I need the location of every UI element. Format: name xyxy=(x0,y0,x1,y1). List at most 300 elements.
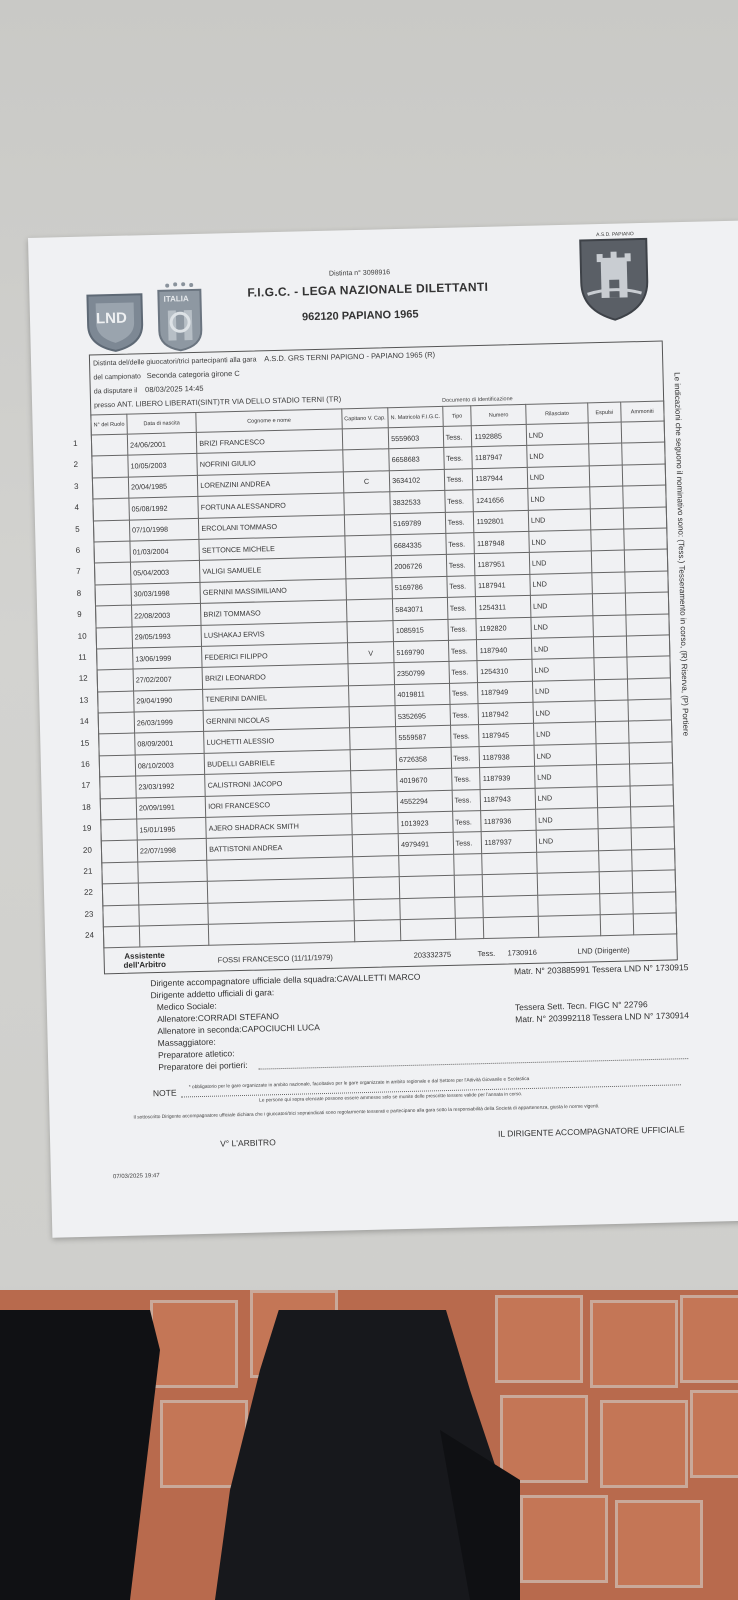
cell-num xyxy=(94,541,130,563)
cell-name: BUDELLI GABRIELE xyxy=(204,750,350,775)
row-number: 5 xyxy=(75,524,80,534)
cell-espulsi xyxy=(590,508,623,530)
cell-rilasciato: LND xyxy=(529,530,592,553)
cell-captain xyxy=(346,599,393,622)
roster-body xyxy=(91,421,676,948)
print-timestamp: 07/03/2025 19:47 xyxy=(112,1173,160,1181)
cell-tipo: Tess. xyxy=(450,704,479,726)
cell-dob xyxy=(139,903,209,926)
cell-espulsi xyxy=(597,786,630,808)
cell-espulsi xyxy=(591,529,624,551)
cell-dob: 22/08/2003 xyxy=(131,604,201,627)
cell-matricola: 6726358 xyxy=(396,747,451,770)
header-dob: Data di nascita xyxy=(127,412,197,434)
cell-numero: 1192801 xyxy=(474,510,529,533)
header-espulsi: Espulsi xyxy=(588,402,621,423)
cell-captain xyxy=(345,535,392,558)
cell-espulsi xyxy=(595,679,628,701)
cell-espulsi xyxy=(596,743,629,765)
roster-table xyxy=(90,401,677,949)
cell-rilasciato: LND xyxy=(532,658,595,681)
cell-captain: V xyxy=(347,642,394,665)
cell-tipo: Tess. xyxy=(453,832,482,854)
cell-ammoniti xyxy=(621,421,665,443)
cell-tipo: Tess. xyxy=(446,554,475,576)
cell-tipo xyxy=(455,918,484,940)
cell-espulsi xyxy=(588,422,621,444)
cell-captain xyxy=(346,577,393,600)
cell-matricola: 4019811 xyxy=(395,683,450,706)
row-number: 11 xyxy=(78,652,87,662)
assistant-numero: 1730916 xyxy=(507,947,537,958)
row-number: 4 xyxy=(74,503,80,513)
cell-num xyxy=(91,434,127,456)
row-number: 23 xyxy=(84,909,94,919)
lnd-logo-text: LND xyxy=(95,309,128,328)
cell-rilasciato: LND xyxy=(528,508,591,531)
cell-numero: 1187941 xyxy=(475,574,530,597)
cell-captain xyxy=(342,428,389,451)
cell-name: BRIZI FRANCESCO xyxy=(197,429,343,454)
side-note-vertical: Le indicazioni che seguono il nominativo sono: (Tess.) Tesseramento in corso, (R) Riserva, (P) Portiere xyxy=(672,372,691,737)
cell-matricola: 5559587 xyxy=(396,726,451,749)
cell-ammoniti xyxy=(631,849,675,871)
row-number: 24 xyxy=(84,930,95,941)
cell-espulsi xyxy=(593,593,626,615)
cell-numero: 1241656 xyxy=(473,489,528,512)
cell-matricola: 5169790 xyxy=(394,640,449,663)
cell-matricola: 4552294 xyxy=(397,790,452,813)
cell-captain xyxy=(352,855,399,878)
cell-captain xyxy=(351,813,398,836)
cell-captain xyxy=(344,492,391,515)
cell-ammoniti xyxy=(622,464,666,486)
note-label: NOTE xyxy=(152,1087,177,1099)
cell-dob: 07/10/1998 xyxy=(129,518,199,541)
cell-rilasciato: LND xyxy=(536,829,599,852)
row-number: 7 xyxy=(76,567,81,577)
row-number: 22 xyxy=(83,888,94,898)
cell-ammoniti xyxy=(623,507,667,529)
cell-dob: 08/10/2003 xyxy=(135,753,205,776)
match-label-4: presso xyxy=(94,401,116,410)
cell-ammoniti xyxy=(629,742,673,764)
row-number: 19 xyxy=(82,823,92,834)
match-label-2: del campionato xyxy=(93,373,141,382)
cell-dob: 24/06/2001 xyxy=(127,432,197,455)
cell-tipo: Tess. xyxy=(443,447,472,469)
cell-numero: 1187940 xyxy=(477,638,532,661)
cell-dob: 22/07/1998 xyxy=(137,839,207,862)
row-number: 12 xyxy=(78,674,88,684)
cell-captain xyxy=(348,663,395,686)
cell-matricola: 3832533 xyxy=(390,491,445,514)
cell-numero: 1187948 xyxy=(474,531,529,554)
row-number: 15 xyxy=(80,738,90,748)
cell-ammoniti xyxy=(624,571,668,593)
header-tipo: Tipo xyxy=(442,406,471,427)
cell-ammoniti xyxy=(633,913,677,935)
cell-dob: 27/02/2007 xyxy=(133,668,203,691)
row-number: 18 xyxy=(81,802,91,812)
header-num: N° del Ruolo xyxy=(91,414,127,435)
cell-ammoniti xyxy=(621,442,665,464)
header-rilasciato: Rilasciato xyxy=(526,403,589,425)
cell-matricola: 5559603 xyxy=(388,426,443,449)
team-title: 962120 PAPIANO 1965 xyxy=(301,308,419,324)
cell-rilasciato: LND xyxy=(535,786,598,809)
club-crest xyxy=(578,231,650,323)
header-ammoniti: Ammoniti xyxy=(620,401,664,422)
legs-photo xyxy=(0,1310,738,1600)
cell-tipo: Tess. xyxy=(445,533,474,555)
cell-captain xyxy=(344,513,391,536)
cell-num xyxy=(97,669,133,691)
cell-ammoniti xyxy=(626,635,670,657)
cell-num xyxy=(103,926,139,948)
cell-captain xyxy=(350,749,397,772)
cell-tipo: Tess. xyxy=(447,597,476,619)
row-number: 17 xyxy=(81,781,91,791)
cell-rilasciato: LND xyxy=(528,487,591,510)
cell-tipo: Tess. xyxy=(451,746,480,768)
cell-captain xyxy=(347,620,394,643)
row-number: 13 xyxy=(79,695,89,705)
cell-num xyxy=(95,584,131,606)
italia-logo-text: ITALIA xyxy=(163,294,189,304)
cell-dob xyxy=(138,860,208,883)
cell-numero: 1187942 xyxy=(478,702,533,725)
cell-num xyxy=(102,883,138,905)
cell-matricola: 1013923 xyxy=(398,811,453,834)
cell-rilasciato: LND xyxy=(532,679,595,702)
cell-name: FORTUNA ALESSANDRO xyxy=(198,493,344,518)
dirigente-line: Dirigente accompagnatore ufficiale della squadra:CAVALLETTI MARCO xyxy=(150,971,421,989)
cell-rilasciato: LND xyxy=(534,765,597,788)
cell-ammoniti xyxy=(625,592,669,614)
cell-espulsi xyxy=(590,486,623,508)
cell-num xyxy=(96,627,132,649)
medico-line: Medico Sociale: xyxy=(156,1000,217,1013)
cell-tipo: Tess. xyxy=(449,682,478,704)
cell-matricola: 4019670 xyxy=(397,769,452,792)
cell-num xyxy=(96,605,132,627)
cell-num xyxy=(99,755,135,777)
cell-num xyxy=(101,840,137,862)
cell-rilasciato xyxy=(538,915,601,938)
row-number: 20 xyxy=(82,845,92,855)
cell-name: VALIGI SAMUELE xyxy=(200,557,346,582)
cell-captain xyxy=(348,684,395,707)
cell-espulsi xyxy=(599,871,632,893)
dirigente-signature-label: IL DIRIGENTE ACCOMPAGNATORE UFFICIALE xyxy=(497,1124,685,1139)
cell-matricola: 2350799 xyxy=(394,662,449,685)
cell-num xyxy=(103,905,139,927)
cell-ammoniti xyxy=(631,827,675,849)
cell-ammoniti xyxy=(624,549,668,571)
cell-name: LUCHETTI ALESSIO xyxy=(204,728,350,753)
cell-ammoniti xyxy=(629,763,673,785)
cell-rilasciato: LND xyxy=(533,722,596,745)
cell-matricola: 2006726 xyxy=(392,555,447,578)
assistant-tipo: Tess. xyxy=(477,948,496,959)
cell-numero: 1187951 xyxy=(475,553,530,576)
cell-name: GERNINI MASSIMILIANO xyxy=(200,579,346,604)
cell-tipo: Tess. xyxy=(452,789,481,811)
cell-captain xyxy=(354,920,401,943)
cell-rilasciato xyxy=(537,851,600,874)
cell-ammoniti xyxy=(628,720,672,742)
cell-numero xyxy=(483,873,538,896)
cell-rilasciato: LND xyxy=(531,615,594,638)
cell-ammoniti xyxy=(630,806,674,828)
cell-dob: 10/05/2003 xyxy=(128,454,198,477)
cell-espulsi xyxy=(597,764,630,786)
cell-espulsi xyxy=(594,636,627,658)
cell-ammoniti xyxy=(630,785,674,807)
cell-num xyxy=(98,712,134,734)
cell-numero: 1192885 xyxy=(472,424,527,447)
cell-matricola: 5169786 xyxy=(392,576,447,599)
row-number: 2 xyxy=(73,460,79,470)
cell-captain xyxy=(354,898,401,921)
cell-name: ERCOLANI TOMMASO xyxy=(199,514,345,539)
cell-num xyxy=(94,562,130,584)
cell-num xyxy=(99,734,135,756)
dirigente-matricola: Matr. N° 203885991 Tessera LND N° 1730915 xyxy=(513,962,689,977)
match-sheet-paper xyxy=(28,221,738,1238)
cell-num xyxy=(93,498,129,520)
cell-name xyxy=(209,921,355,946)
cell-name: AJERO SHADRACK SMITH xyxy=(206,814,352,839)
cell-rilasciato: LND xyxy=(527,466,590,489)
match-label-1: Distinta del/delle giuocatori/trici partecipanti alla gara xyxy=(93,356,257,368)
obbligatorio-note: * obbligatorio per le gare organizzate in ambito nazionale, facoltativo per le gare organizzate in ambito regionale e dal Settore per l'Attività Giovanile e Scolastica xyxy=(188,1077,530,1091)
cell-captain: C xyxy=(343,471,390,494)
assistant-name: FOSSI FRANCESCO (11/11/1979) xyxy=(217,952,333,965)
assistant-rilasciato: LND (Dirigente) xyxy=(577,945,630,956)
cell-tipo xyxy=(453,853,482,875)
row-number: 8 xyxy=(76,588,82,598)
cell-num xyxy=(92,456,128,478)
cell-num xyxy=(102,862,138,884)
cell-dob: 13/06/1999 xyxy=(132,646,202,669)
cell-numero: 1254311 xyxy=(476,595,531,618)
header-matricola: N. Matricola F.I.G.C. xyxy=(388,406,443,427)
cell-rilasciato: LND xyxy=(531,637,594,660)
cell-numero: 1187943 xyxy=(481,788,536,811)
match-datetime: 08/03/2025 14:45 xyxy=(145,383,204,395)
cell-ammoniti xyxy=(628,699,672,721)
cell-rilasciato: LND xyxy=(526,423,589,446)
cell-captain xyxy=(353,877,400,900)
cell-tipo: Tess. xyxy=(447,575,476,597)
cell-num xyxy=(101,819,137,841)
persone-note: Le persone qui sopra elencate possono essere ammesse solo se munite delle prescritte tessere valide per l'annata in corso. xyxy=(259,1092,523,1104)
cell-rilasciato: LND xyxy=(529,551,592,574)
match-label-3: da disputare il xyxy=(93,387,138,396)
cell-matricola: 5169789 xyxy=(390,512,445,535)
cell-numero: 1187949 xyxy=(478,681,533,704)
cell-dob: 26/03/1999 xyxy=(134,710,204,733)
cell-numero xyxy=(482,852,537,875)
cell-espulsi xyxy=(596,721,629,743)
cell-rilasciato: LND xyxy=(530,573,593,596)
cell-rilasciato: LND xyxy=(527,444,590,467)
cell-numero: 1187937 xyxy=(482,831,537,854)
allenatore-line: Allenatore:CORRADI STEFANO xyxy=(156,1011,280,1025)
cell-name: GERNINI NICOLAS xyxy=(203,707,349,732)
cell-dob: 30/03/1998 xyxy=(131,582,201,605)
cell-dob xyxy=(139,924,209,947)
cell-numero xyxy=(483,895,538,918)
cell-name: TENERINI DANIEL xyxy=(203,685,349,710)
cell-numero: 1187947 xyxy=(472,446,527,469)
assistant-label: Assistente dell'Arbitro xyxy=(123,950,167,970)
cell-matricola: 5843071 xyxy=(393,597,448,620)
cell-matricola: 3634102 xyxy=(389,469,444,492)
cell-dob: 29/04/1990 xyxy=(134,689,204,712)
cell-num xyxy=(97,648,133,670)
italia-logo xyxy=(155,280,205,353)
cell-tipo xyxy=(454,896,483,918)
cell-captain xyxy=(345,556,392,579)
cell-dob: 15/01/1995 xyxy=(137,817,207,840)
cell-dob: 05/08/1992 xyxy=(129,497,199,520)
note-divider xyxy=(258,1058,688,1070)
assistant-matricola: 203332375 xyxy=(413,949,452,960)
club-crest-label: A.S.D. PAPIANO xyxy=(596,231,634,239)
cell-name: BATTISTONI ANDREA xyxy=(206,835,352,860)
cell-name: NOFRINI GIULIO xyxy=(197,450,343,475)
cell-ammoniti xyxy=(622,485,666,507)
league-title: F.I.G.C. - LEGA NAZIONALE DILETTANTI xyxy=(247,279,489,300)
cell-tipo: Tess. xyxy=(450,725,479,747)
cell-rilasciato: LND xyxy=(535,808,598,831)
cell-ammoniti xyxy=(627,678,671,700)
row-number: 16 xyxy=(80,759,90,769)
cell-rilasciato: LND xyxy=(530,594,593,617)
cell-dob xyxy=(138,882,208,905)
cell-espulsi xyxy=(593,615,626,637)
cell-numero: 1254310 xyxy=(477,660,532,683)
cell-ammoniti xyxy=(627,656,671,678)
row-number: 9 xyxy=(77,609,82,620)
cell-numero: 1192820 xyxy=(476,617,531,640)
cell-name: IORI FRANCESCO xyxy=(205,792,351,817)
cell-ammoniti xyxy=(625,613,669,635)
row-number: 14 xyxy=(79,716,89,727)
cell-dob: 29/05/1993 xyxy=(132,625,202,648)
cell-name: FEDERICI FILIPPO xyxy=(202,643,348,668)
cell-numero: 1187945 xyxy=(479,724,534,747)
preparatore-atletico-line: Preparatore atletico: xyxy=(157,1048,235,1061)
match-championship: Seconda categoria girone C xyxy=(146,368,240,381)
cell-dob: 01/03/2004 xyxy=(130,539,200,562)
allenatore-seconda-line: Allenatore in seconda:CAPOCIUCHI LUCA xyxy=(157,1022,321,1037)
cell-ammoniti xyxy=(632,870,676,892)
cell-espulsi xyxy=(595,700,628,722)
cell-matricola xyxy=(399,875,454,898)
row-number: 6 xyxy=(75,545,81,555)
cell-dob: 20/09/1991 xyxy=(136,796,206,819)
cell-rilasciato xyxy=(538,893,601,916)
cell-num xyxy=(100,798,136,820)
cell-rilasciato: LND xyxy=(534,744,597,767)
massaggiatore-line: Massaggiatore: xyxy=(157,1036,216,1049)
cell-rilasciato: LND xyxy=(533,701,596,724)
header-captain: Capitano V. Cap. xyxy=(342,408,389,429)
sottoscritto-note: Il sottoscritto Dirigente accompagnatore ufficiale dichiara che i giuocatori/trici sopraindicati sono regolarmente tesserati e partecipano alla gara sotto la responsabilità della Società di appartenenza, giusta le norme vigenti. xyxy=(133,1104,600,1121)
row-number: 21 xyxy=(83,866,93,876)
cell-captain xyxy=(343,449,390,472)
header-numero: Numero xyxy=(471,404,526,425)
cell-name: CALISTRONI JACOPO xyxy=(205,771,351,796)
cell-tipo: Tess. xyxy=(443,426,472,448)
cell-espulsi xyxy=(589,443,622,465)
cell-ammoniti xyxy=(632,891,676,913)
cell-espulsi xyxy=(589,465,622,487)
cell-captain xyxy=(349,727,396,750)
cell-matricola: 5352695 xyxy=(395,704,450,727)
row-number: 1 xyxy=(72,438,78,448)
cell-espulsi xyxy=(600,893,633,915)
cell-tipo: Tess. xyxy=(452,811,481,833)
cell-tipo: Tess. xyxy=(444,490,473,512)
cell-num xyxy=(93,520,129,542)
preparatore-portieri-line: Preparatore dei portieri: xyxy=(158,1059,248,1073)
match-venue: ANT. LIBERO LIBERATI(SINT)TR VIA DELLO STADIO TERNI (TR) xyxy=(116,394,342,409)
allenatore-tessera: Tessera Sett. Tecn. FIGC N° 22796 xyxy=(514,999,648,1013)
cell-dob: 05/04/2003 xyxy=(130,561,200,584)
cell-numero: 1187938 xyxy=(480,745,535,768)
match-teams: A.S.D. GRS TERNI PAPIGNO - PAPIANO 1965 (R) xyxy=(264,350,436,364)
cell-name: BRIZI LEONARDO xyxy=(202,664,348,689)
cell-tipo xyxy=(454,875,483,897)
cell-tipo: Tess. xyxy=(451,768,480,790)
cell-name: LUSHAKAJ ERVIS xyxy=(201,621,347,646)
cell-matricola xyxy=(400,897,455,920)
cell-tipo: Tess. xyxy=(444,468,473,490)
cell-tipo: Tess. xyxy=(448,640,477,662)
cell-numero: 1187936 xyxy=(481,809,536,832)
cell-numero: 1187944 xyxy=(473,467,528,490)
cell-matricola: 1085915 xyxy=(393,619,448,642)
cell-dob: 23/03/1992 xyxy=(136,775,206,798)
cell-tipo: Tess. xyxy=(448,618,477,640)
cell-tipo: Tess. xyxy=(449,661,478,683)
header-name: Cognome e nome xyxy=(196,409,342,433)
cell-espulsi xyxy=(594,657,627,679)
cell-captain xyxy=(352,834,399,857)
cell-dob: 08/09/2001 xyxy=(135,732,205,755)
cell-matricola: 6684335 xyxy=(391,533,446,556)
visto-arbitro: V° L'ARBITRO xyxy=(220,1137,276,1149)
addetto-line: Dirigente addetto ufficiali di gara: xyxy=(150,987,275,1001)
row-number: 10 xyxy=(77,631,87,641)
cell-matricola: 6658683 xyxy=(389,448,444,471)
cell-name: BRIZI TOMMASO xyxy=(201,600,347,625)
cell-name: SETTONCE MICHELE xyxy=(199,536,345,561)
cell-espulsi xyxy=(600,914,633,936)
cell-dob: 20/04/1985 xyxy=(128,475,198,498)
cell-espulsi xyxy=(592,550,625,572)
cell-num xyxy=(98,691,134,713)
cell-matricola xyxy=(400,918,455,941)
cell-numero: 1187939 xyxy=(480,767,535,790)
cell-espulsi xyxy=(592,572,625,594)
cell-matricola xyxy=(399,854,454,877)
